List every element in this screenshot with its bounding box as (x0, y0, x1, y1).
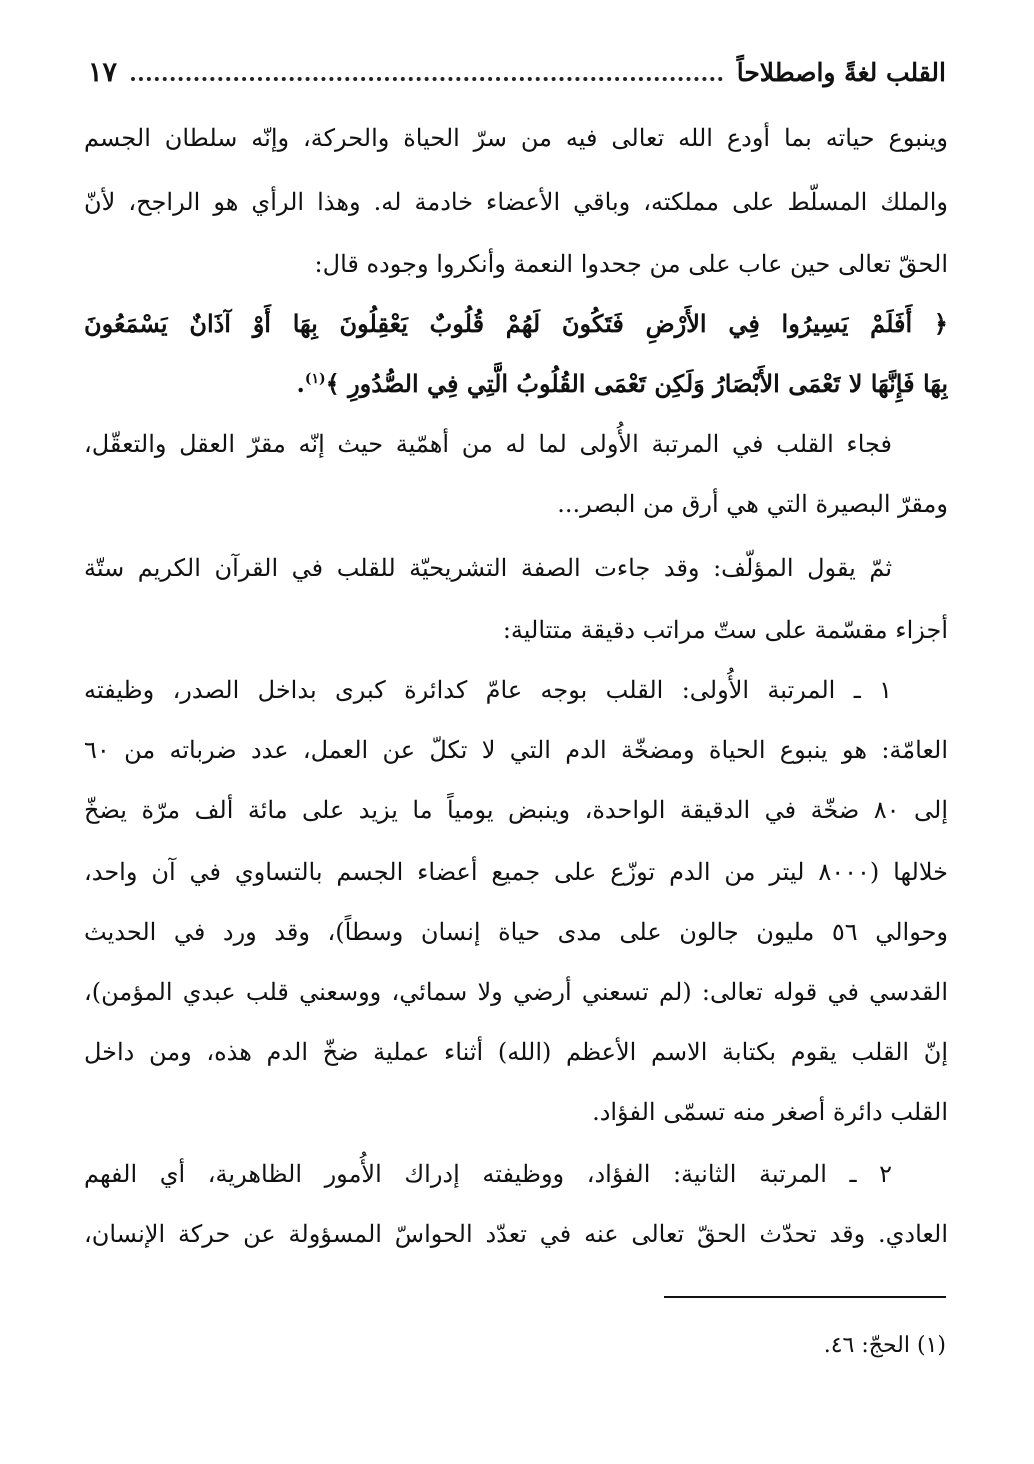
running-header (88, 52, 946, 92)
text-line: القلب دائرة أصغر منه تسمّى الفؤاد. (592, 1098, 948, 1126)
footnote: (١) الحجّ: ٤٦. (823, 1333, 946, 1358)
quran-verse-line-end (84, 354, 948, 414)
leader-dots (131, 77, 723, 81)
period: . (296, 369, 305, 398)
text-line: إلى ٨٠ ضخّة في الدقيقة الواحدة، وينبض يومياً ما يزيد على مائة ألف مرّة يضخّ (84, 796, 948, 824)
paragraph-start-line: فجاء القلب في المرتبة الأُولى لما له من أهمّية حيث إنّه مقرّ العقل والتعقّل، (84, 430, 892, 458)
footnote-marker: (١) (304, 371, 326, 387)
page-number: ١٧ (88, 56, 118, 88)
running-title: القلب لغةً واصطلاحاً (736, 57, 946, 87)
text-line: وحوالي ٥٦ مليون جالون على مدى حياة إنسان وسطاً)، وقد ورد في الحديث (84, 918, 948, 946)
text-line: الحقّ تعالى حين عاب على من جحدوا النعمة وأنكروا وجوده قال: (314, 250, 948, 278)
text-line: أجزاء مقسّمة على ستّ مراتب دقيقة متتالية: (502, 616, 948, 644)
quran-verse-line: ﴿ أَفَلَمْ يَسِيرُوا فِي الأَرْضِ فَتَكُونَ لَهُمْ قُلُوبٌ يَعْقِلُونَ بِهَا أَوْ آذَانٌ يَسْمَعُونَ (84, 309, 948, 338)
text-line: والملك المسلّط على مملكته، وباقي الأعضاء خادمة له. وهذا الرأي هو الراجح، لأنّ (84, 188, 948, 216)
paragraph-start-line: ١ ـ المرتبة الأُولى: القلب بوجه عامّ كدائرة كبرى بداخل الصدر، وظيفته (84, 676, 892, 704)
text-line: خلالها (٨٠٠٠ ليتر من الدم توزّع على جميع أعضاء الجسم بالتساوي في آن واحد، (84, 858, 948, 886)
paragraph-start-line: ثمّ يقول المؤلّف: وقد جاءت الصفة التشريحيّة للقلب في القرآن الكريم ستّة (84, 554, 892, 582)
text-line: ومقرّ البصيرة التي هي أرق من البصر... (557, 490, 948, 518)
text-line: وينبوع حياته بما أودع الله تعالى فيه من سرّ الحياة والحركة، وإنّه سلطان الجسم (84, 124, 948, 152)
text-line: إنّ القلب يقوم بكتابة الاسم الأعظم (الله) أثناء عملية ضخّ الدم هذه، ومن داخل (84, 1038, 948, 1066)
text-line: العادي. وقد تحدّث الحقّ تعالى عنه في تعدّد الحواسّ المسؤولة عن حركة الإنسان، (84, 1220, 948, 1248)
quran-verse-text: بِهَا فَإِنَّهَا لا تَعْمَى الأَبْصَارُ وَلَكِن تَعْمَى القُلُوبُ الَّتِي فِي الصُّدُورِ ﴾ (325, 369, 948, 398)
text-line: العامّة: هو ينبوع الحياة ومضخّة الدم التي لا تكلّ عن العمل، عدد ضرباته من ٦٠ (84, 736, 948, 764)
paragraph-start-line: ٢ ـ المرتبة الثانية: الفؤاد، ووظيفته إدراك الأُمور الظاهرية، أي الفهم (84, 1160, 892, 1188)
text-line: القدسي في قوله تعالى: (لم تسعني أرضي ولا سمائي، ووسعني قلب عبدي المؤمن)، (84, 978, 948, 1006)
footnote-separator (664, 1296, 946, 1298)
